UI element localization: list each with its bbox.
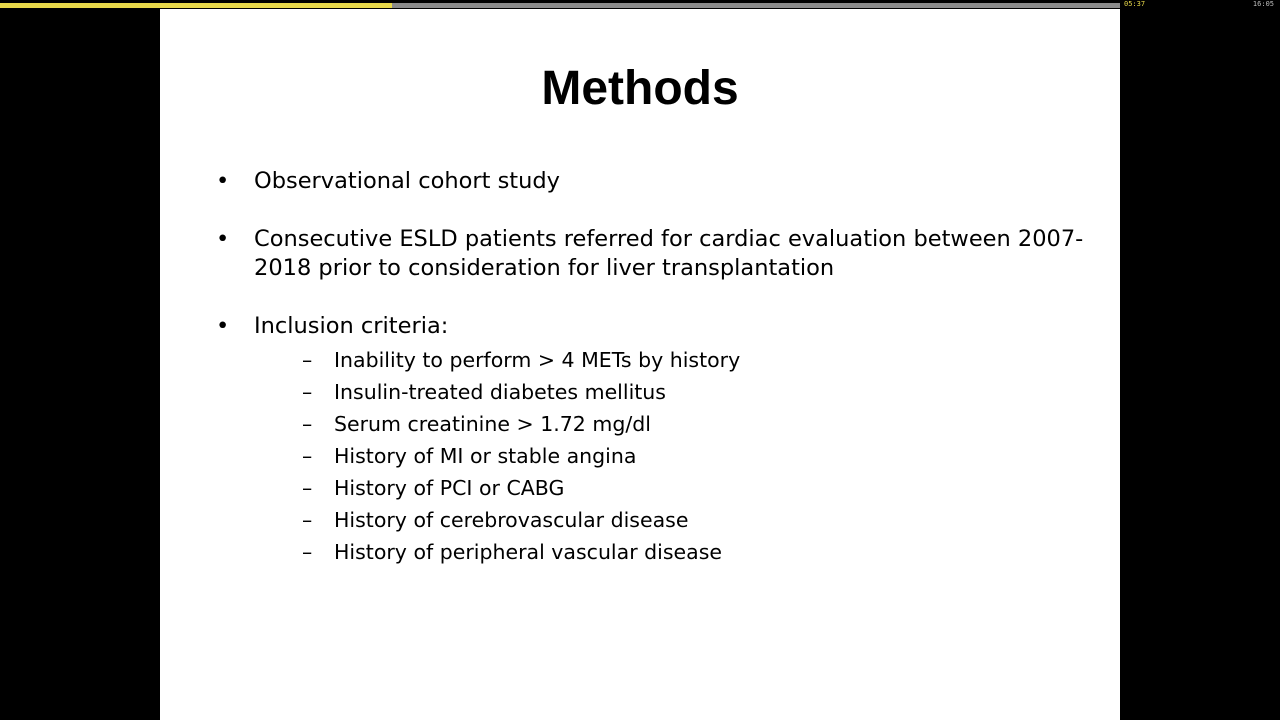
sub-bullet-text: Inability to perform > 4 METs by history — [334, 348, 741, 372]
sub-bullet-glyph: – — [302, 348, 313, 372]
sub-bullet-item — [254, 408, 1096, 440]
bullet-item — [216, 225, 1096, 283]
sub-bullet-item — [254, 440, 1096, 472]
bullet-text: Inclusion criteria: — [254, 313, 449, 339]
sub-bullet-glyph: – — [302, 508, 313, 532]
slide-content — [216, 167, 1096, 568]
playback-progress-fill — [0, 3, 392, 8]
sub-bullet-text: History of cerebrovascular disease — [334, 508, 689, 532]
sub-bullet-text: History of MI or stable angina — [334, 444, 637, 468]
total-time: 16:05 — [1252, 0, 1274, 8]
slide-title: Methods — [541, 62, 739, 115]
presentation-slide — [160, 9, 1120, 720]
bullet-item — [216, 312, 1096, 568]
sub-bullet-glyph: – — [302, 540, 313, 564]
sub-bullet-item — [254, 536, 1096, 568]
sub-bullet-text: History of PCI or CABG — [334, 476, 565, 500]
elapsed-time: 05:37 — [1124, 0, 1146, 8]
bullet-glyph: • — [216, 313, 230, 339]
sub-bullet-glyph: – — [302, 444, 313, 468]
sub-bullet-item — [254, 472, 1096, 504]
bullet-text: Observational cohort study — [254, 168, 560, 194]
sub-bullet-text: Serum creatinine > 1.72 mg/dl — [334, 412, 651, 436]
sub-bullet-item — [254, 504, 1096, 536]
sub-bullet-item — [254, 376, 1096, 408]
playback-progress-bar[interactable] — [0, 3, 1120, 8]
sub-bullet-item — [254, 344, 1096, 376]
sub-bullet-glyph: – — [302, 476, 313, 500]
bullet-text: Consecutive ESLD patients referred for cardiac evaluation between 2007-2018 prior to consideration for liver transplantation — [254, 226, 1084, 281]
bullet-item — [216, 167, 1096, 196]
sub-bullet-text: Insulin-treated diabetes mellitus — [334, 380, 666, 404]
sub-bullet-glyph: – — [302, 412, 313, 436]
sub-bullet-glyph: – — [302, 380, 313, 404]
bullet-glyph: • — [216, 168, 230, 194]
sub-bullet-text: History of peripheral vascular disease — [334, 540, 722, 564]
inclusion-criteria-list — [254, 344, 1096, 568]
bullet-glyph: • — [216, 226, 230, 252]
